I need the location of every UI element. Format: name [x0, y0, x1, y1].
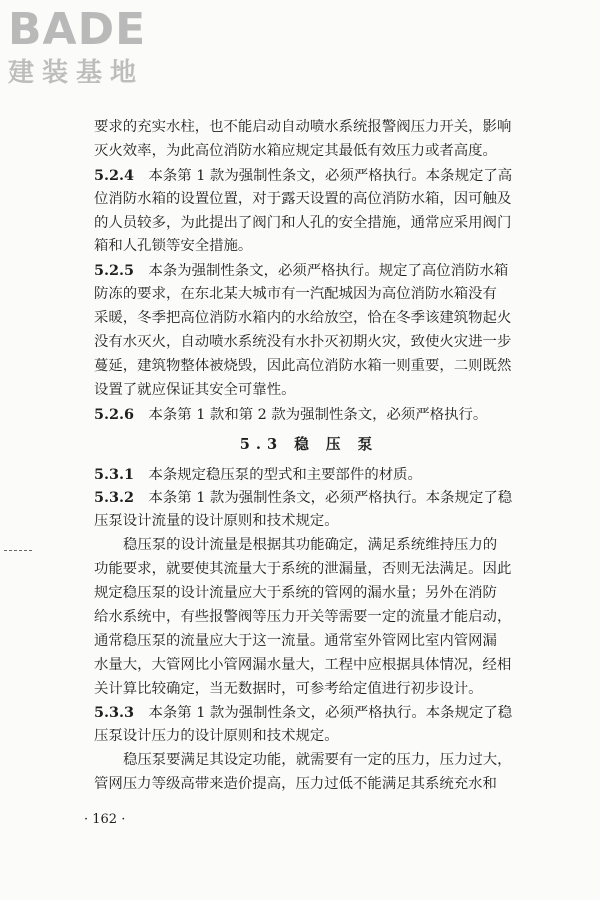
line-text: 功能要求，就要使其流量大于系统的泄漏量，否则无法满足。因此	[94, 561, 512, 578]
line-text: 本条第 1 款为强制性条文，必须严格执行。本条规定了高	[148, 167, 513, 184]
line-text: 稳压泵的设计流量是根据其功能确定，满足系统维持压力的	[123, 537, 498, 554]
text-line	[94, 678, 524, 702]
line-text: 灭火效率，为此高位消防水箱应规定其最低有效压力或者高度。	[94, 142, 497, 159]
text-line	[94, 582, 524, 606]
line-text: 本条第 1 款和第 2 款为强制性条文，必须严格执行。	[148, 406, 488, 423]
logo-subtitle: 建装基地	[8, 58, 145, 88]
text-line	[94, 463, 524, 487]
line-text: 防冻的要求，在东北某大城市有一汽配城因为高位消防水箱没有	[94, 286, 497, 303]
text-line	[94, 212, 524, 236]
clause-number: 5.2.4	[94, 166, 135, 184]
line-text: 本条规定稳压泵的型式和主要部件的材质。	[148, 466, 422, 483]
text-line	[94, 701, 524, 725]
line-text: 压泵设计压力的设计原则和技术规定。	[94, 728, 339, 745]
line-text: 本条第 1 款为强制性条文，必须严格执行。本条规定了稳	[148, 490, 513, 507]
text-line	[94, 630, 524, 654]
text-line	[94, 534, 524, 558]
section-5-2-text	[94, 116, 524, 427]
text-line	[94, 510, 524, 534]
text-line	[94, 654, 524, 678]
page-number: · 162 ·	[84, 812, 126, 827]
line-text: 采暖，冬季把高位消防水箱内的水给放空，恰在冬季该建筑物起火	[94, 310, 512, 327]
text-line	[94, 749, 524, 773]
text-line	[94, 164, 524, 188]
line-text: 关计算比较确定，当无数据时，可参考给定值进行初步设计。	[94, 680, 483, 697]
line-text: 的人员较多，为此提出了阀门和人孔的安全措施，通常应采用阀门	[94, 214, 512, 231]
text-line	[94, 725, 524, 749]
line-text: 设置了就应保证其安全可靠性。	[94, 381, 296, 398]
line-text: 位消防水箱的设置位置，对于露天设置的高位消防水箱，因可触及	[94, 190, 512, 207]
line-text: 蔓延，建筑物整体被烧毁，因此高位消防水箱一则重要，二则既然	[94, 357, 512, 374]
clause-number: 5.2.6	[94, 405, 135, 423]
text-line	[94, 235, 524, 259]
clause-number: 5.3.1	[94, 465, 135, 483]
line-text: 规定稳压泵的设计流量应大于系统的管网的漏水量；另外在消防	[94, 585, 497, 602]
margin-mark	[4, 550, 32, 551]
page-body	[94, 116, 524, 797]
logo	[8, 6, 178, 88]
section-heading: 5.3 稳 压 泵	[239, 435, 379, 453]
line-text: 管网压力等级高带来造价提高，压力过低不能满足其系统充水和	[94, 776, 497, 793]
text-line	[94, 331, 524, 355]
section-5-3-text	[94, 463, 524, 797]
line-text: 稳压泵要满足其设定功能，就需要有一定的压力，压力过大，	[123, 752, 512, 769]
text-line	[94, 283, 524, 307]
text-line	[94, 403, 524, 427]
line-text: 水量大，大管网比小管网漏水量大，工程中应根据具体情况，经相	[94, 656, 512, 673]
text-line	[94, 259, 524, 283]
text-line	[94, 188, 524, 212]
text-line	[94, 307, 524, 331]
line-text: 箱和人孔锁等安全措施。	[94, 238, 253, 255]
text-line	[94, 140, 524, 164]
clause-number: 5.2.5	[94, 262, 135, 280]
line-text: 本条第 1 款为强制性条文，必须严格执行。本条规定了稳	[148, 705, 513, 722]
text-line	[94, 486, 524, 510]
line-text: 本条为强制性条文，必须严格执行。规定了高位消防水箱	[148, 263, 509, 280]
clause-number: 5.3.3	[94, 704, 135, 722]
logo-mark: BADE	[8, 4, 147, 55]
clause-number: 5.3.2	[94, 489, 135, 507]
text-line	[94, 558, 524, 582]
text-line	[94, 773, 524, 797]
text-line	[94, 606, 524, 630]
text-line	[94, 355, 524, 379]
line-text: 要求的充实水柱，也不能启动自动喷水系统报警阀压力开关，影响	[94, 119, 512, 135]
text-line	[94, 379, 524, 403]
text-line	[94, 116, 524, 140]
line-text: 给水系统中，有些报警阀等压力开关等需要一定的流量才能启动，	[94, 608, 512, 625]
line-text: 压泵设计流量的设计原则和技术规定。	[94, 513, 339, 530]
line-text: 通常稳压泵的流量应大于这一流量。通常室外管网比室内管网漏	[94, 632, 497, 649]
line-text: 没有水灭火，自动喷水系统没有水扑灭初期火灾，致使火灾进一步	[94, 334, 512, 351]
